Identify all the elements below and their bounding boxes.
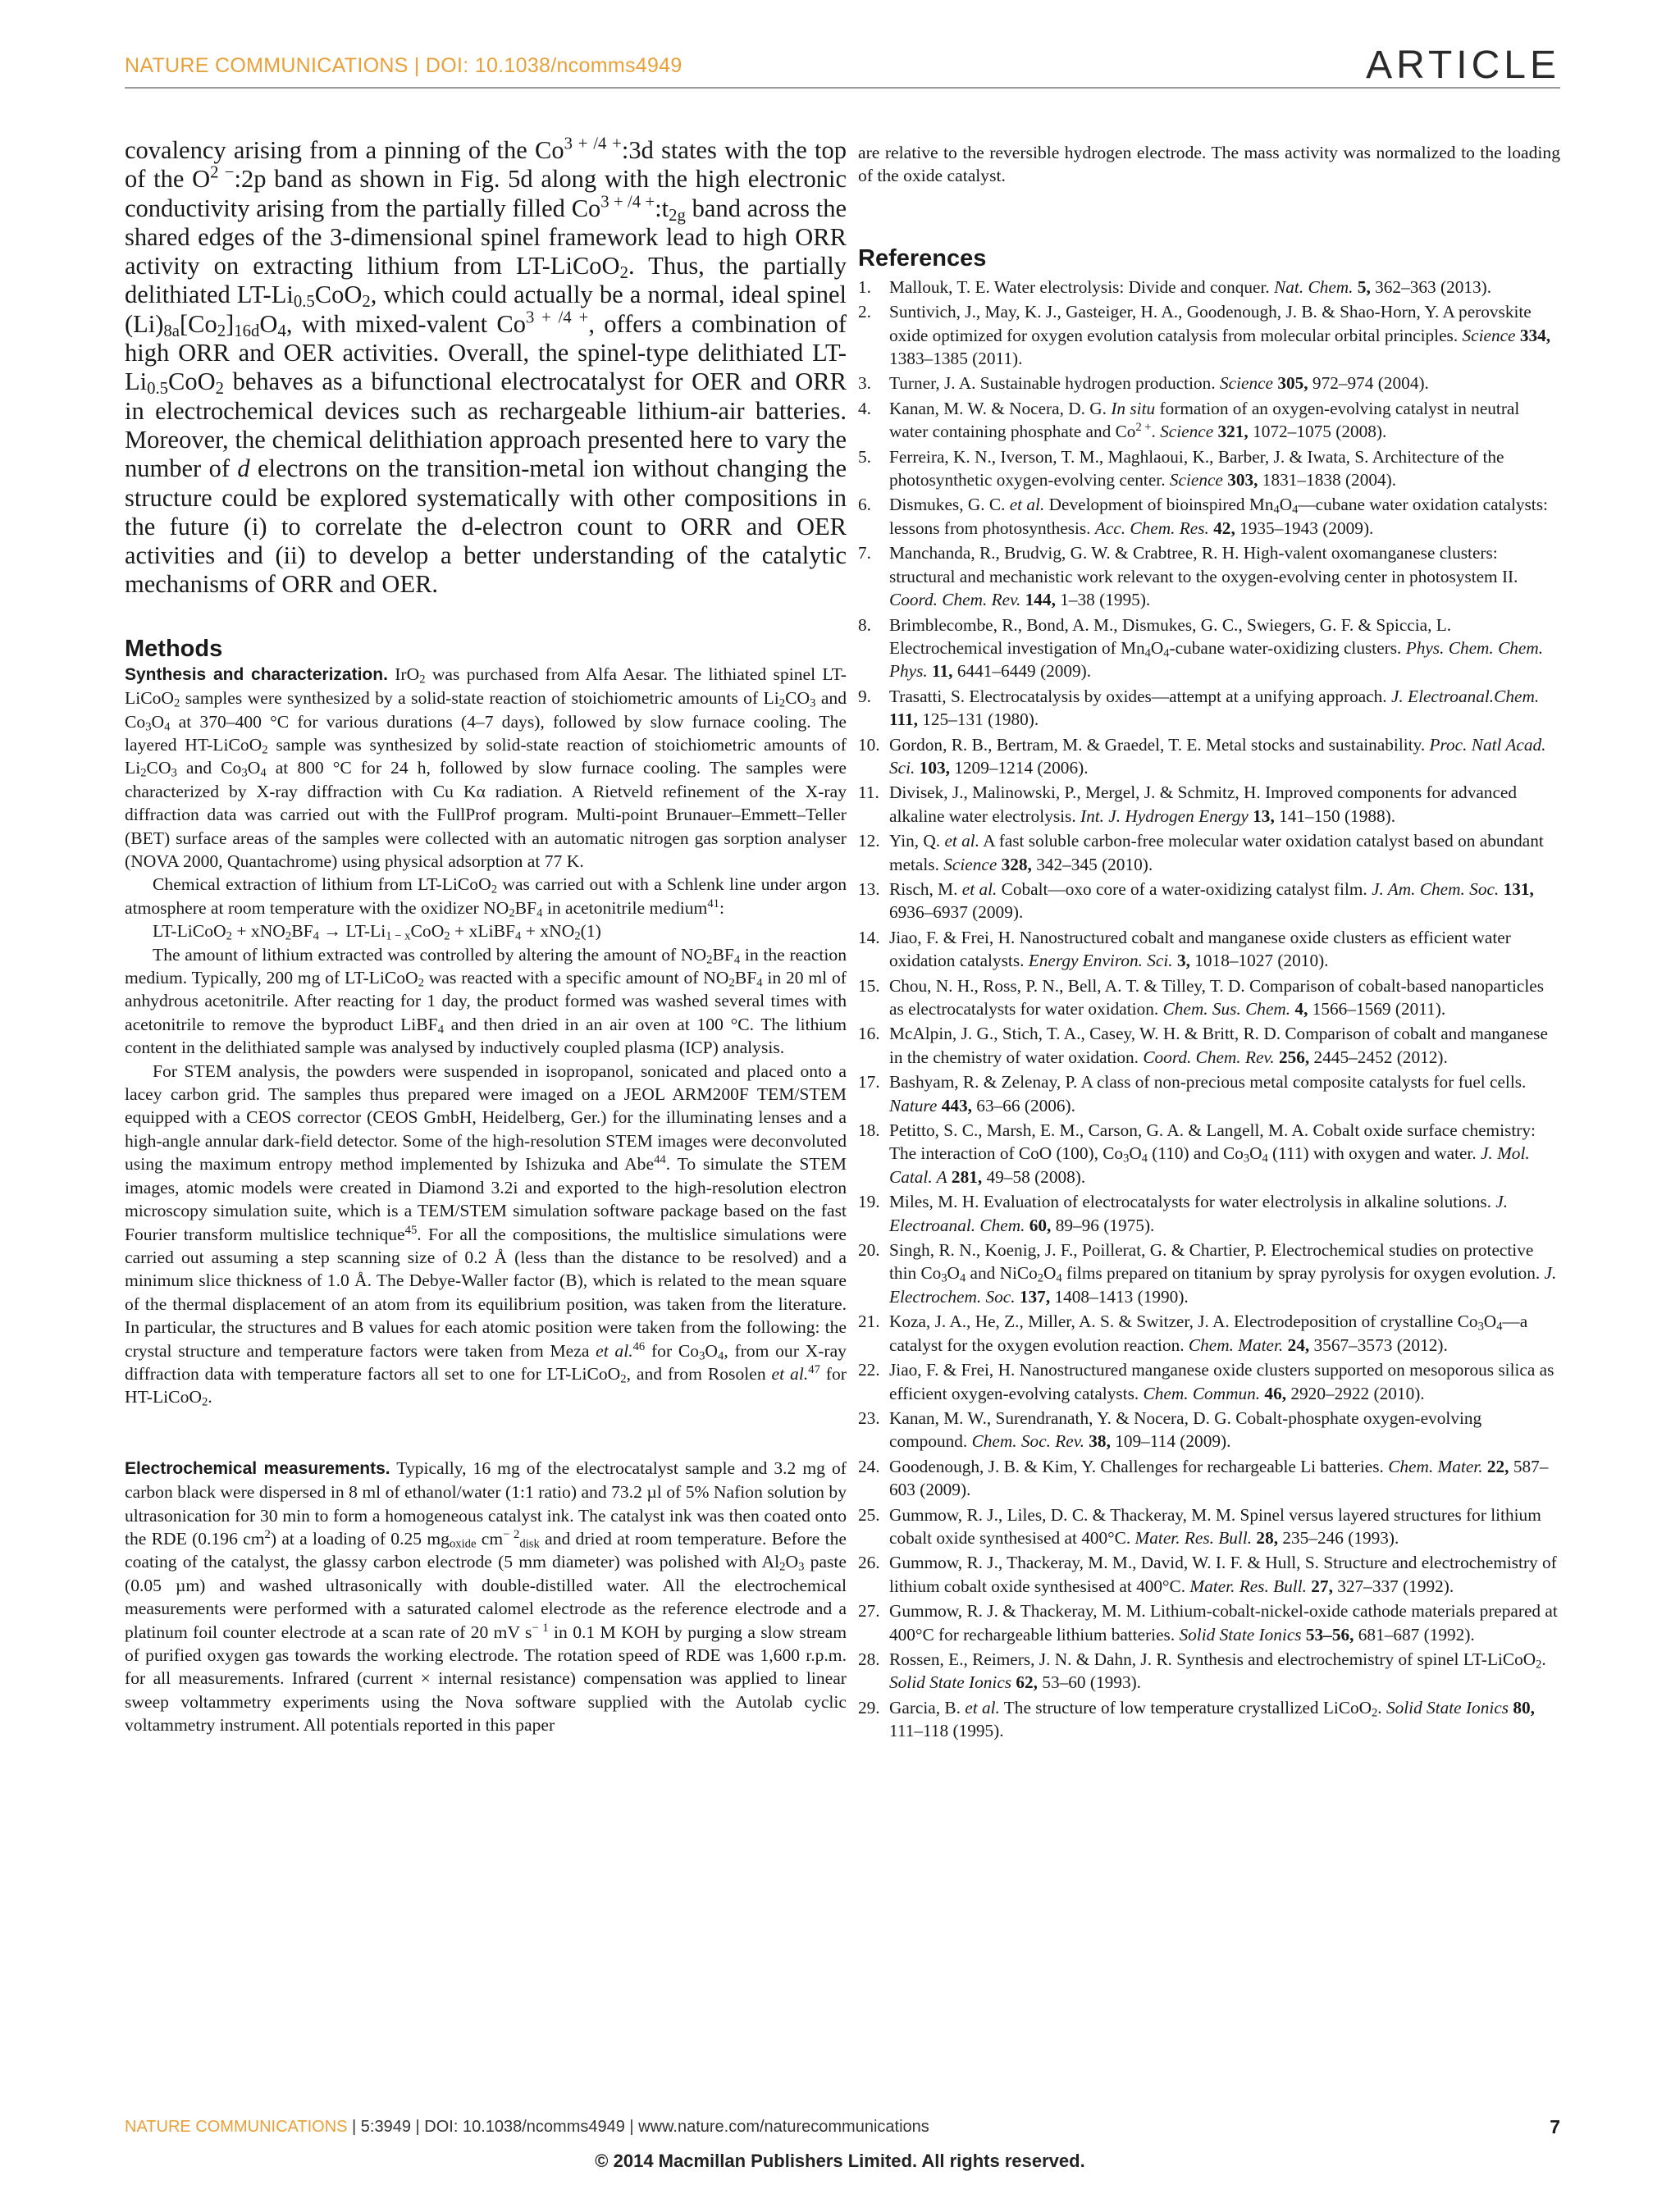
lithium-amount-paragraph: The amount of lithium extracted was controlled by altering the amount of $NO_2BF_4$ in the reaction medium. Typically, 200 mg of LT-LiCoO$_2$ was reacted with a specific amount of $NO_2BF_4$ in 20 ml of anhydrous acetonitrile. After reacting for 1 day, the product formed was washed several times with acetonitrile to remove the byproduct LiBF$_4$ and then dried in an air oven at 100 °C. The lithium content in the delithiated sample was analysed by inductively coupled plasma (ICP) analysis. — [125, 944, 847, 1058]
left-column — [125, 136, 847, 1737]
reference-item: 11. Divisek, J., Malinowski, P., Mergel, J. & Schmitz, H. Improved components for advanced alkaline water electrolysis. Int. J. Hydrogen Energy 13, 141–150 (1988). — [858, 782, 1518, 826]
reference-item: 18. Petitto, S. C., Marsh, E. M., Carson, G. A. & Langell, M. A. Cobalt oxide surface chemistry: The interaction of CoO (100), $Co_3O_4$ (110) and $Co_3O_4$ (111) with oxygen and water. J. Mol. Catal. A 281, 49–58 (2008). — [858, 1120, 1536, 1187]
stem-paragraph: For STEM analysis, the powders were suspended in isopropanol, sonicated and placed onto a lacey carbon grid. The samples thus prepared were imaged on a JEOL ARM200F TEM/STEM equipped with a CEOS corrector (CEOS GmbH, Heidelberg, Ger.) for the illuminating lenses and a high-angle annular dark-field detector. Some of the high-resolution STEM images were deconvoluted using the maximum entropy method implemented by Ishizuka and Abe$^{44}$. To simulate the STEM images, atomic models were created in Diamond 3.2i and exported to the high-resolution electron microscopy simulation suite, which is a TEM/STEM simulation software package based on the fast Fourier transform multislice technique$^{45}$. For all the compositions, the multislice simulations were carried out assuming a step scanning size of 0.2 Å (less than the distance to be resolved) and a minimum slice thickness of 1.0 Å. The Debye-Waller factor (B), which is related to the mean square of the thermal displacement of an atom from its equilibrium position, was taken from the literature. In particular, the structures and B values for each atomic position were taken from the following: the crystal structure and temperature factors were taken from Meza et al.$^{46}$ for $Co_3O_4$, from our X-ray diffraction data with temperature factors all set to one for LT-LiCoO$_2$, and from Rosolen et al.$^{47}$ for HT-LiCoO$_2$. — [125, 1061, 847, 1410]
reference-item: 3. Turner, J. A. Sustainable hydrogen production. Science 305, 972–974 (2004). — [858, 373, 1429, 394]
reference-item: 4. Kanan, M. W. & Nocera, D. G. In situ formation of an oxygen-evolving catalyst in neutral water containing phosphate and $Co^{2 +}$. Science 321, 1072–1075 (2008). — [858, 398, 1520, 442]
reference-item: 24. Goodenough, J. B. & Kim, Y. Challenges for rechargeable Li batteries. Chem. Mater. 22, 587–603 (2009). — [858, 1456, 1549, 1500]
reference-item: 13. Risch, M. et al. Cobalt—oxo core of a water-oxidizing catalyst film. J. Am. Chem. Soc. 131, 6936–6937 (2009). — [858, 878, 1534, 923]
reference-item: 27. Gummow, R. J. & Thackeray, M. M. Lithium-cobalt-nickel-oxide cathode materials prepared at 400°C for rechargeable lithium batteries. Solid State Ionics 53–56, 681–687 (1992). — [858, 1601, 1558, 1645]
reference-item: 14. Jiao, F. & Frei, H. Nanostructured cobalt and manganese oxide clusters as efficient water oxidation catalysts. Energy Environ. Sci. 3, 1018–1027 (2010). — [858, 927, 1511, 971]
synthesis-run-in-heading: Synthesis and characterization. — [125, 664, 388, 684]
references-heading: References — [858, 244, 987, 271]
reference-item: 28. Rossen, E., Reimers, J. N. & Dahn, J. R. Synthesis and electrochemistry of spinel LT-LiCoO$_2$. Solid State Ionics 62, 53–60 (1993). — [858, 1649, 1546, 1693]
reference-item: 21. Koza, J. A., He, Z., Miller, A. S. & Switzer, J. A. Electrodeposition of crystalline $Co_3O_4—a$ catalyst for the oxygen evolution reaction. Chem. Mater. 24, 3567–3573 (2012). — [858, 1312, 1528, 1355]
reference-item: 25. Gummow, R. J., Liles, D. C. & Thackeray, M. M. Spinel versus layered structures for lithium cobalt oxide synthesised at 400°C. Mater. Res. Bull. 28, 235–246 (1993). — [858, 1504, 1541, 1548]
page-number: 7 — [1550, 2116, 1560, 2137]
potentials-continuation: are relative to the reversible hydrogen electrode. The mass activity was normalized to the loading of the oxide catalyst. — [858, 143, 1560, 186]
reference-item: 8. Brimblecombe, R., Bond, A. M., Dismukes, G. C., Swiegers, G. F. & Spiccia, L. Electrochemical investigation of $Mn_4O_4$-cubane water-oxidizing clusters. Phys. Chem. Chem. Phys. 11, 6441–6449 (2009). — [858, 614, 1544, 682]
methods-heading: Methods — [125, 635, 223, 662]
reference-item: 10. Gordon, R. B., Bertram, M. & Graedel, T. E. Metal stocks and sustainability. Proc. Natl Acad. Sci. 103, 1209–1214 (2006). — [858, 734, 1546, 778]
reference-item: 7. Manchanda, R., Brudvig, G. W. & Crabtree, R. H. High-valent oxomanganese clusters: structural and mechanistic work relevant to the oxygen-evolving center in photosystem II. Coord. Chem. Rev. 144, 1–38 (1995). — [858, 543, 1518, 610]
journal-doi-header: NATURE COMMUNICATIONS | DOI: 10.1038/ncomms4949 — [125, 54, 682, 77]
reaction-equation: LT-LiCoO$_2$ + $xNO_2BF_4 \to LT-Li_{1 - x}CoO_2$ + xLiBF$_4$ + xNO$_2$(1) — [153, 921, 601, 943]
electrochemical-paragraph: Electrochemical measurements. Typically, 16 mg of the electrocatalyst sample and 3.2 mg of carbon black were dispersed in 8 ml of ethanol/water (1:1 ratio) and 73.2 µl of 5% Nafion solution by ultrasonication for 30 min to form a homogeneous catalyst ink. The catalyst ink was then coated onto the RDE (0.196 $cm^2$) at a loading of 0.25 $mg_{oxide}$ $cm^{- 2}_{disk}$ and dried at room temperature. Before the coating of the catalyst, the glassy carbon electrode (5 mm diameter) was polished with $Al_2O_3$ paste (0.05 µm) and washed ultrasonically with double-distilled water. All the electrochemical measurements were performed with a saturated calomel electrode as the reference electrode and a platinum foil counter electrode at a scan rate of 20 mV $s^{- 1}$ in 0.1 M KOH by purging a slow stream of purified oxygen gas towards the working electrode. The rotation speed of RDE was 1,600 r.p.m. for all measurements. Infrared (current × internal resistance) compensation was applied to linear sweep voltammetry experiments using the Nova software supplied with the Autolab cyclic voltammetry instrument. All potentials reported in this paper — [125, 1458, 847, 1736]
reference-item: 15. Chou, N. H., Ross, P. N., Bell, A. T. & Tilley, T. D. Comparison of cobalt-based nanoparticles as electrocatalysts for water oxidation. Chem. Sus. Chem. 4, 1566–1569 (2011). — [858, 975, 1545, 1019]
reference-item: 29. Garcia, B. et al. The structure of low temperature crystallized LiCoO$_2$. Solid State Ionics 80, 111–118 (1995). — [858, 1697, 1535, 1741]
reference-item: 6. Dismukes, G. C. et al. Development of bioinspired $Mn_4O_4—cubane$ water oxidation catalysts: lessons from photosynthesis. Acc. Chem. Res. 42, 1935–1943 (2009). — [858, 495, 1548, 538]
reference-item: 17. Bashyam, R. & Zelenay, P. A class of non-precious metal composite catalysts for fuel cells. Nature 443, 63–66 (2006). — [858, 1072, 1527, 1115]
reference-item: 23. Kanan, M. W., Surendranath, Y. & Nocera, D. G. Cobalt-phosphate oxygen-evolving compound. Chem. Soc. Rev. 38, 109–114 (2009). — [858, 1407, 1482, 1452]
copyright-notice: © 2014 Macmillan Publishers Limited. All rights reserved. — [595, 2151, 1085, 2171]
article-label: ARTICLE — [1366, 43, 1560, 87]
reference-item: 19. Miles, M. H. Evaluation of electrocatalysts for water electrolysis in alkaline solutions. J. Electroanal. Chem. 60, 89–96 (1975). — [858, 1192, 1509, 1235]
reference-item: 1. Mallouk, T. E. Water electrolysis: Divide and conquer. Nat. Chem. 5, 362–363 (2013). — [858, 276, 1492, 297]
reference-item: 2. Suntivich, J., May, K. J., Gasteiger, H. A., Goodenough, J. B. & Shao-Horn, Y. A perovskite oxide optimized for oxygen evolution catalysis from molecular orbital principles. Science 334, 1383–1385 (2011). — [858, 302, 1551, 369]
reference-item: 5. Ferreira, K. N., Iverson, T. M., Maghlaoui, K., Barber, J. & Iwata, S. Architecture of the photosynthetic oxygen-evolving center. Science 303, 1831–1838 (2004). — [858, 446, 1504, 490]
reference-item: 26. Gummow, R. J., Thackeray, M. M., David, W. I. F. & Hull, S. Structure and electrochemistry of lithium cobalt oxide synthesised at 400°C. Mater. Res. Bull. 27, 327–337 (1992). — [858, 1553, 1557, 1596]
reference-item: 16. McAlpin, J. G., Stich, T. A., Casey, W. H. & Britt, R. D. Comparison of cobalt and manganese in the chemistry of water oxidation. Coord. Chem. Rev. 256, 2445–2452 (2012). — [858, 1024, 1548, 1067]
page-footer — [125, 2118, 1560, 2137]
header-rule — [125, 87, 1560, 89]
right-column — [858, 141, 1560, 1745]
electrochemical-run-in-heading: Electrochemical measurements. — [125, 1458, 390, 1478]
reference-item: 12. Yin, Q. et al. A fast soluble carbon-free molecular water oxidation catalyst based on abundant metals. Science 328, 342–345 (2010). — [858, 831, 1544, 874]
lead-paragraph: covalency arising from a pinning of the $Co^{3 + /4 +}:3d$ states with the top of the $O^{2 -}:2p$ band as shown in Fig. 5d along with the high electronic conductivity arising from the partially filled $Co^{3 + /4 +}:t_{2g}$ band across the shared edges of the 3-dimensional spinel framework lead to high ORR activity on extracting lithium from LT-LiCoO$_2$. Thus, the partially delithiated $LT-Li_{0.5}CoO_2$, which could actually be a normal, ideal spinel $(Li)_{8a}[Co_2]_{16d}O_4$, with mixed-valent $Co^{3 + /4 +}$, offers a combination of high ORR and OER activities. Overall, the spinel-type delithiated $LT-Li_{0.5}CoO_2$ behaves as a bifunctional electrocatalyst for OER and ORR in electrochemical devices such as rechargeable lithium-air batteries. Moreover, the chemical delithiation approach presented here to vary the number of d electrons on the transition-metal ion without changing the structure could be explored systematically with other compositions in the future (i) to correlate the d-electron count to ORR and OER activities and (ii) to develop a better understanding of the catalytic mechanisms of ORR and OER. — [125, 135, 847, 599]
footer-info: | 5:3949 | DOI: 10.1038/ncomms4949 | www.nature.com/naturecommunications — [347, 2118, 929, 2136]
footer-journal: NATURE COMMUNICATIONS — [125, 2118, 348, 2136]
synthesis-paragraph: Synthesis and characterization. IrO$_2$ was purchased from Alfa Aesar. The lithiated spinel LT-LiCoO$_2$ samples were synthesized by a solid-state reaction of stoichiometric amounts of $Li_2CO_3$ and $Co_3O_4$ at 370–400 °C for various durations (4–7 days), followed by slow furnace cooling. The layered HT-LiCoO$_2$ sample was synthesized by solid-state reaction of stoichiometric amounts of $Li_2CO_3$ and $Co_3O_4$ at 800 °C for 24 h, followed by slow furnace cooling. The samples were characterized by X-ray diffraction with Cu Kα radiation. A Rietveld refinement of the X-ray diffraction data was carried out with the FullProf program. Multi-point Brunauer–Emmett–Teller (BET) surface areas of the samples were collected with an automatic nitrogen gas sorption analyser (NOVA 2000, Quantachrome) using physical adsorption at 77 K. — [125, 664, 847, 871]
reference-item: 20. Singh, R. N., Koenig, J. F., Poillerat, G. & Chartier, P. Electrochemical studies on protective thin $Co_3O_4$ and $NiCo_2O_4$ films prepared on titanium by spray pyrolysis for oxygen evolution. J. Electrochem. Soc. 137, 1408–1413 (1990). — [858, 1240, 1557, 1307]
reference-list — [858, 276, 1560, 1743]
reference-item: 9. Trasatti, S. Electrocatalysis by oxides—attempt at a unifying approach. J. Electroanal.Chem. 111, 125–131 (1980). — [858, 686, 1540, 730]
delithiation-paragraph: Chemical extraction of lithium from LT-LiCoO$_2$ was carried out with a Schlenk line under argon atmosphere at room temperature with the oxidizer $NO_2BF_4$ in acetonitrile medium$^{41}$: — [125, 874, 847, 920]
reference-item: 22. Jiao, F. & Frei, H. Nanostructured manganese oxide clusters supported on mesoporous silica as efficient oxygen-evolving catalysts. Chem. Commun. 46, 2920–2922 (2010). — [858, 1360, 1554, 1403]
